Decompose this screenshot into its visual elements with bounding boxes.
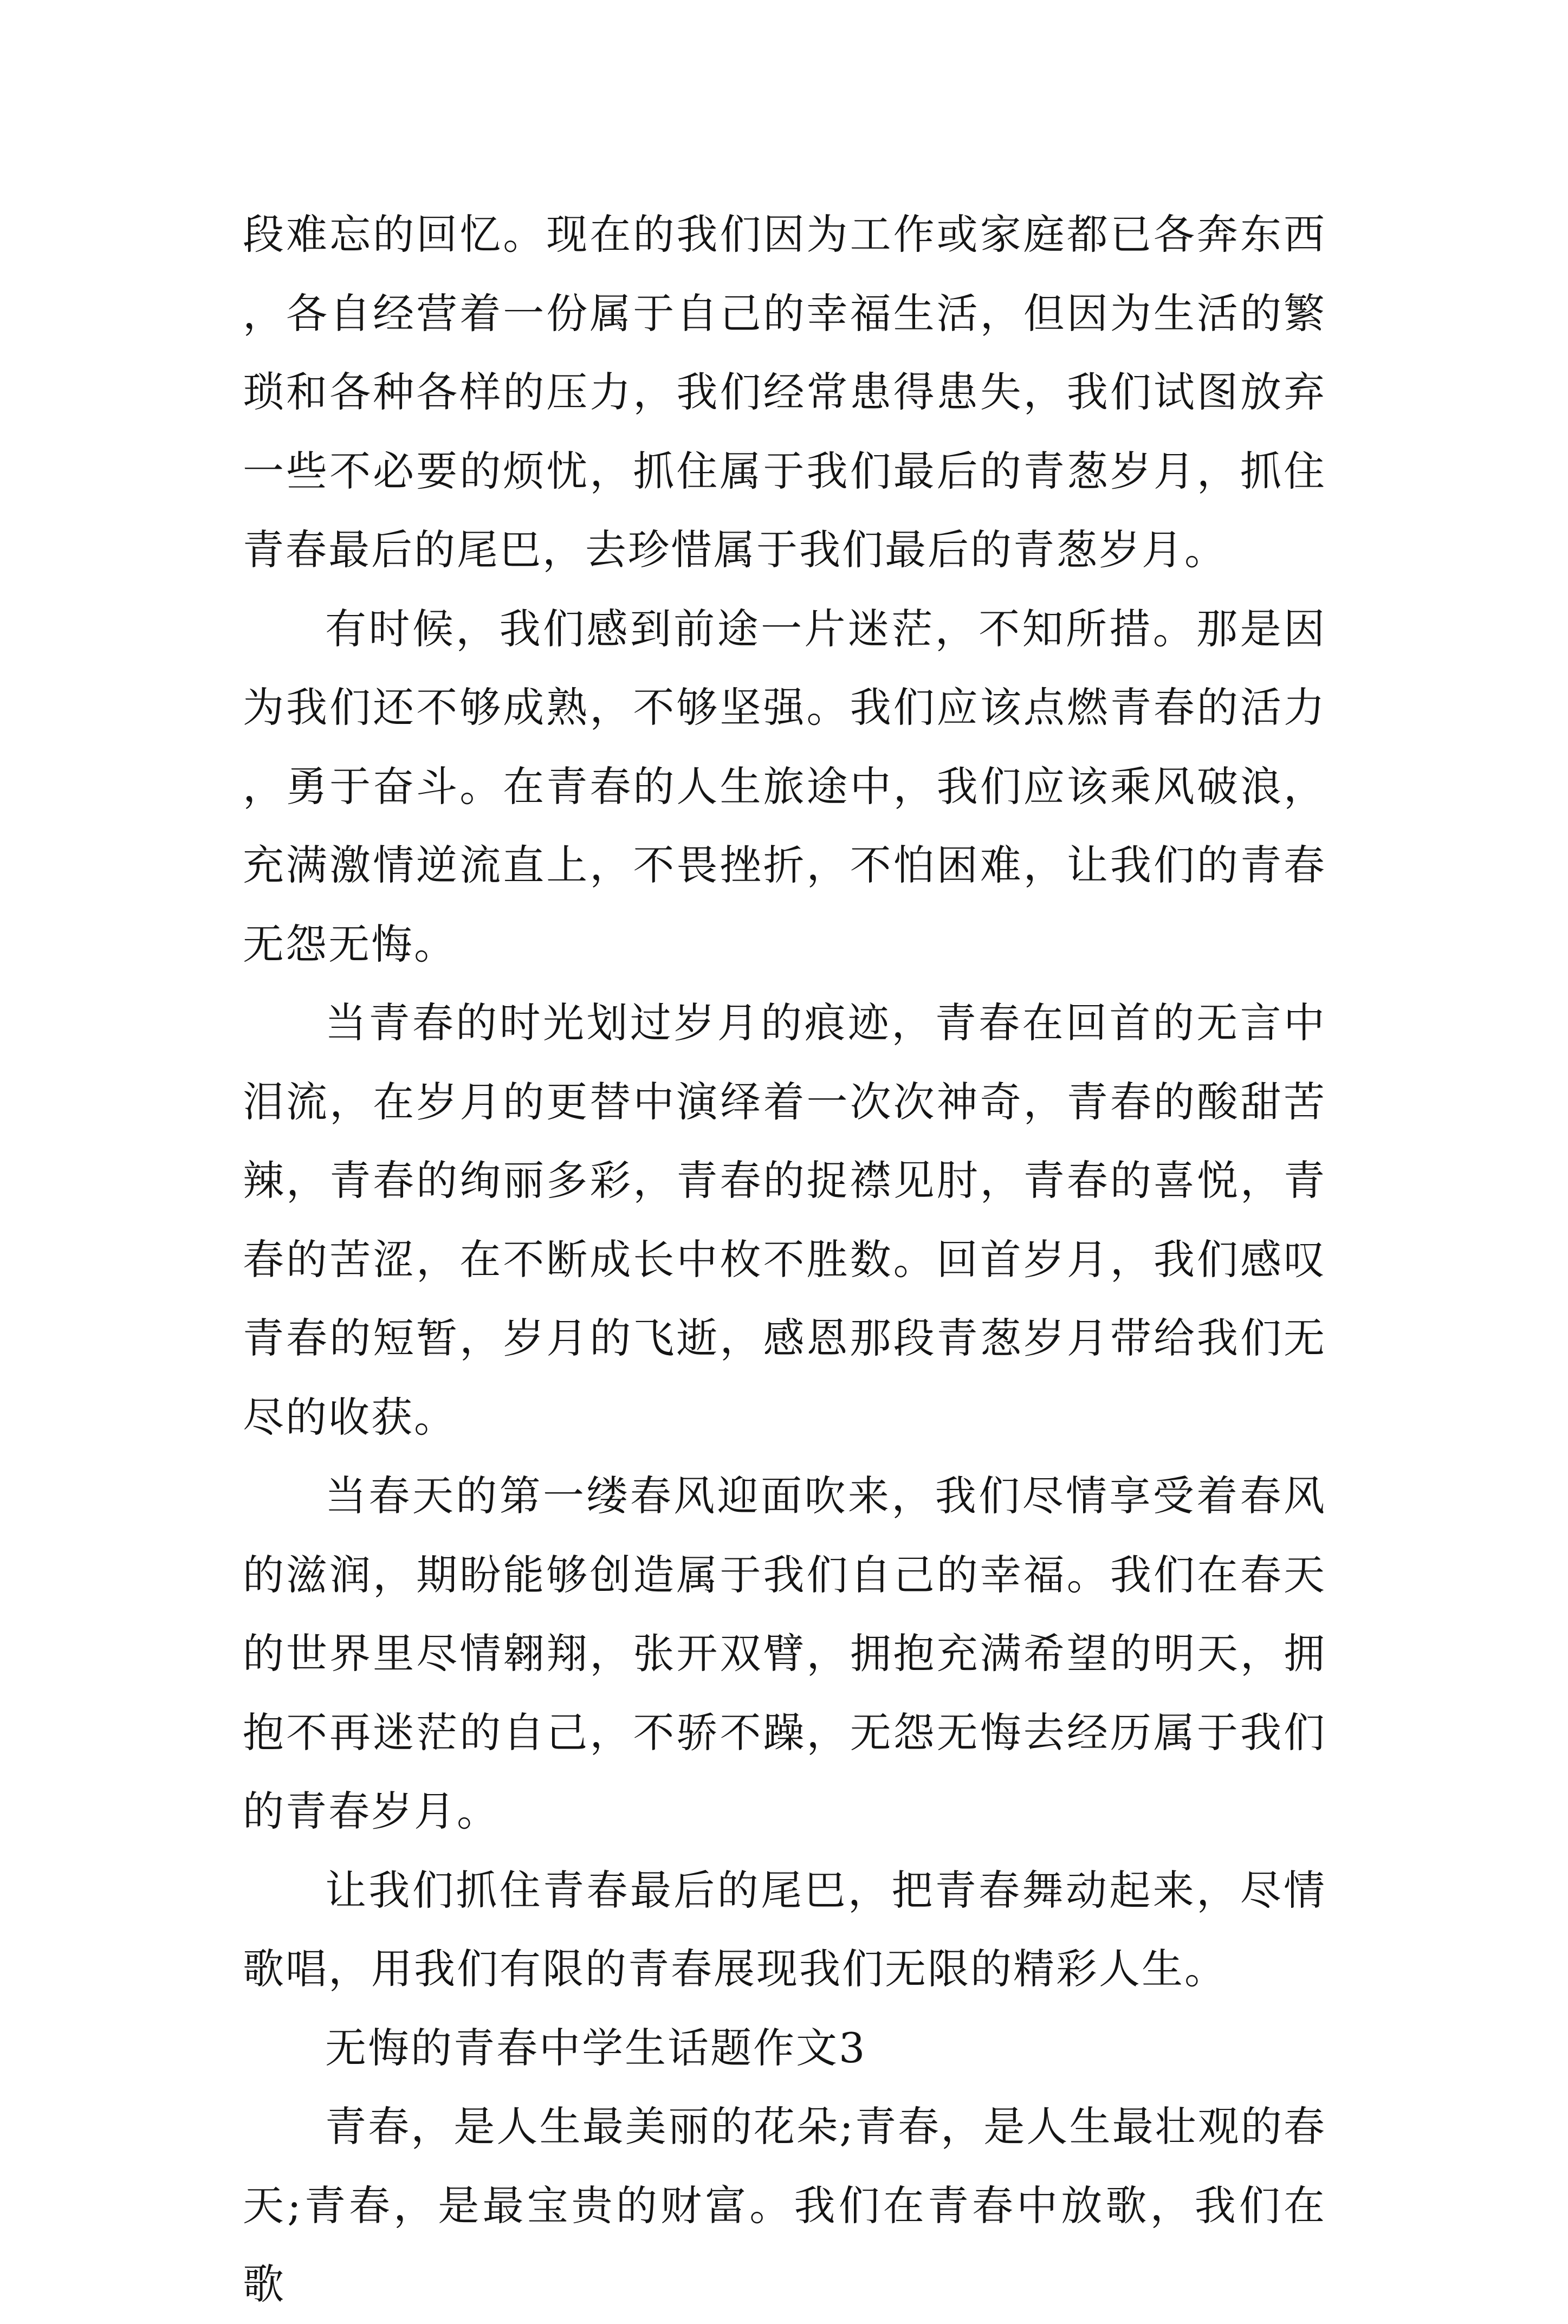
paragraph-2: 有时候，我们感到前途一片迷茫，不知所措。那是因为我们还不够成熟，不够坚强。我们应该点燃青春的活力，勇于奋斗。在青春的人生旅途中，我们应该乘风破浪，充满激情逆流直上，不畏挫折，不怕困难，让我们的青春无怨无悔。 (243, 604, 1326, 968)
paragraph-5: 让我们抓住青春最后的尾巴，把青春舞动起来，尽情歌唱，用我们有限的青春展现我们无限的精彩人生。 (243, 1866, 1326, 1993)
paragraph-4: 当春天的第一缕春风迎面吹来，我们尽情享受着春风的滋润，期盼能够创造属于我们自己的幸福。我们在春天的世界里尽情翱翔，张开双臂，拥抱充满希望的明天，拥抱不再迷茫的自己，不骄不躁，无怨无悔去经历属于我们的青春岁月。 (243, 1472, 1326, 1835)
paragraph-6: 青春，是人生最美丽的花朵;青春，是人生最壮观的春天;青春，是最宝贵的财富。我们在青春中放歌，我们在歌 (243, 2102, 1326, 2308)
paragraph-1: 段难忘的回忆。现在的我们因为工作或家庭都已各奔东西，各自经营着一份属于自己的幸福生活，但因为生活的繁琐和各种各样的压力，我们经常患得患失，我们试图放弃一些不必要的烦忧，抓住属于我们最后的青葱岁月，抓住青春最后的尾巴，去珍惜属于我们最后的青葱岁月。 (243, 210, 1326, 574)
section-heading: 无悔的青春中学生话题作文3 (325, 2023, 867, 2072)
document-body (243, 195, 1326, 2324)
paragraph-3: 当青春的时光划过岁月的痕迹，青春在回首的无言中泪流，在岁月的更替中演绎着一次次神奇，青春的酸甜苦辣，青春的绚丽多彩，青春的捉襟见肘，青春的喜悦，青春的苦涩，在不断成长中枚不胜数。回首岁月，我们感叹青春的短暂，岁月的飞逝，感恩那段青葱岁月带给我们无尽的收获。 (243, 999, 1326, 1441)
